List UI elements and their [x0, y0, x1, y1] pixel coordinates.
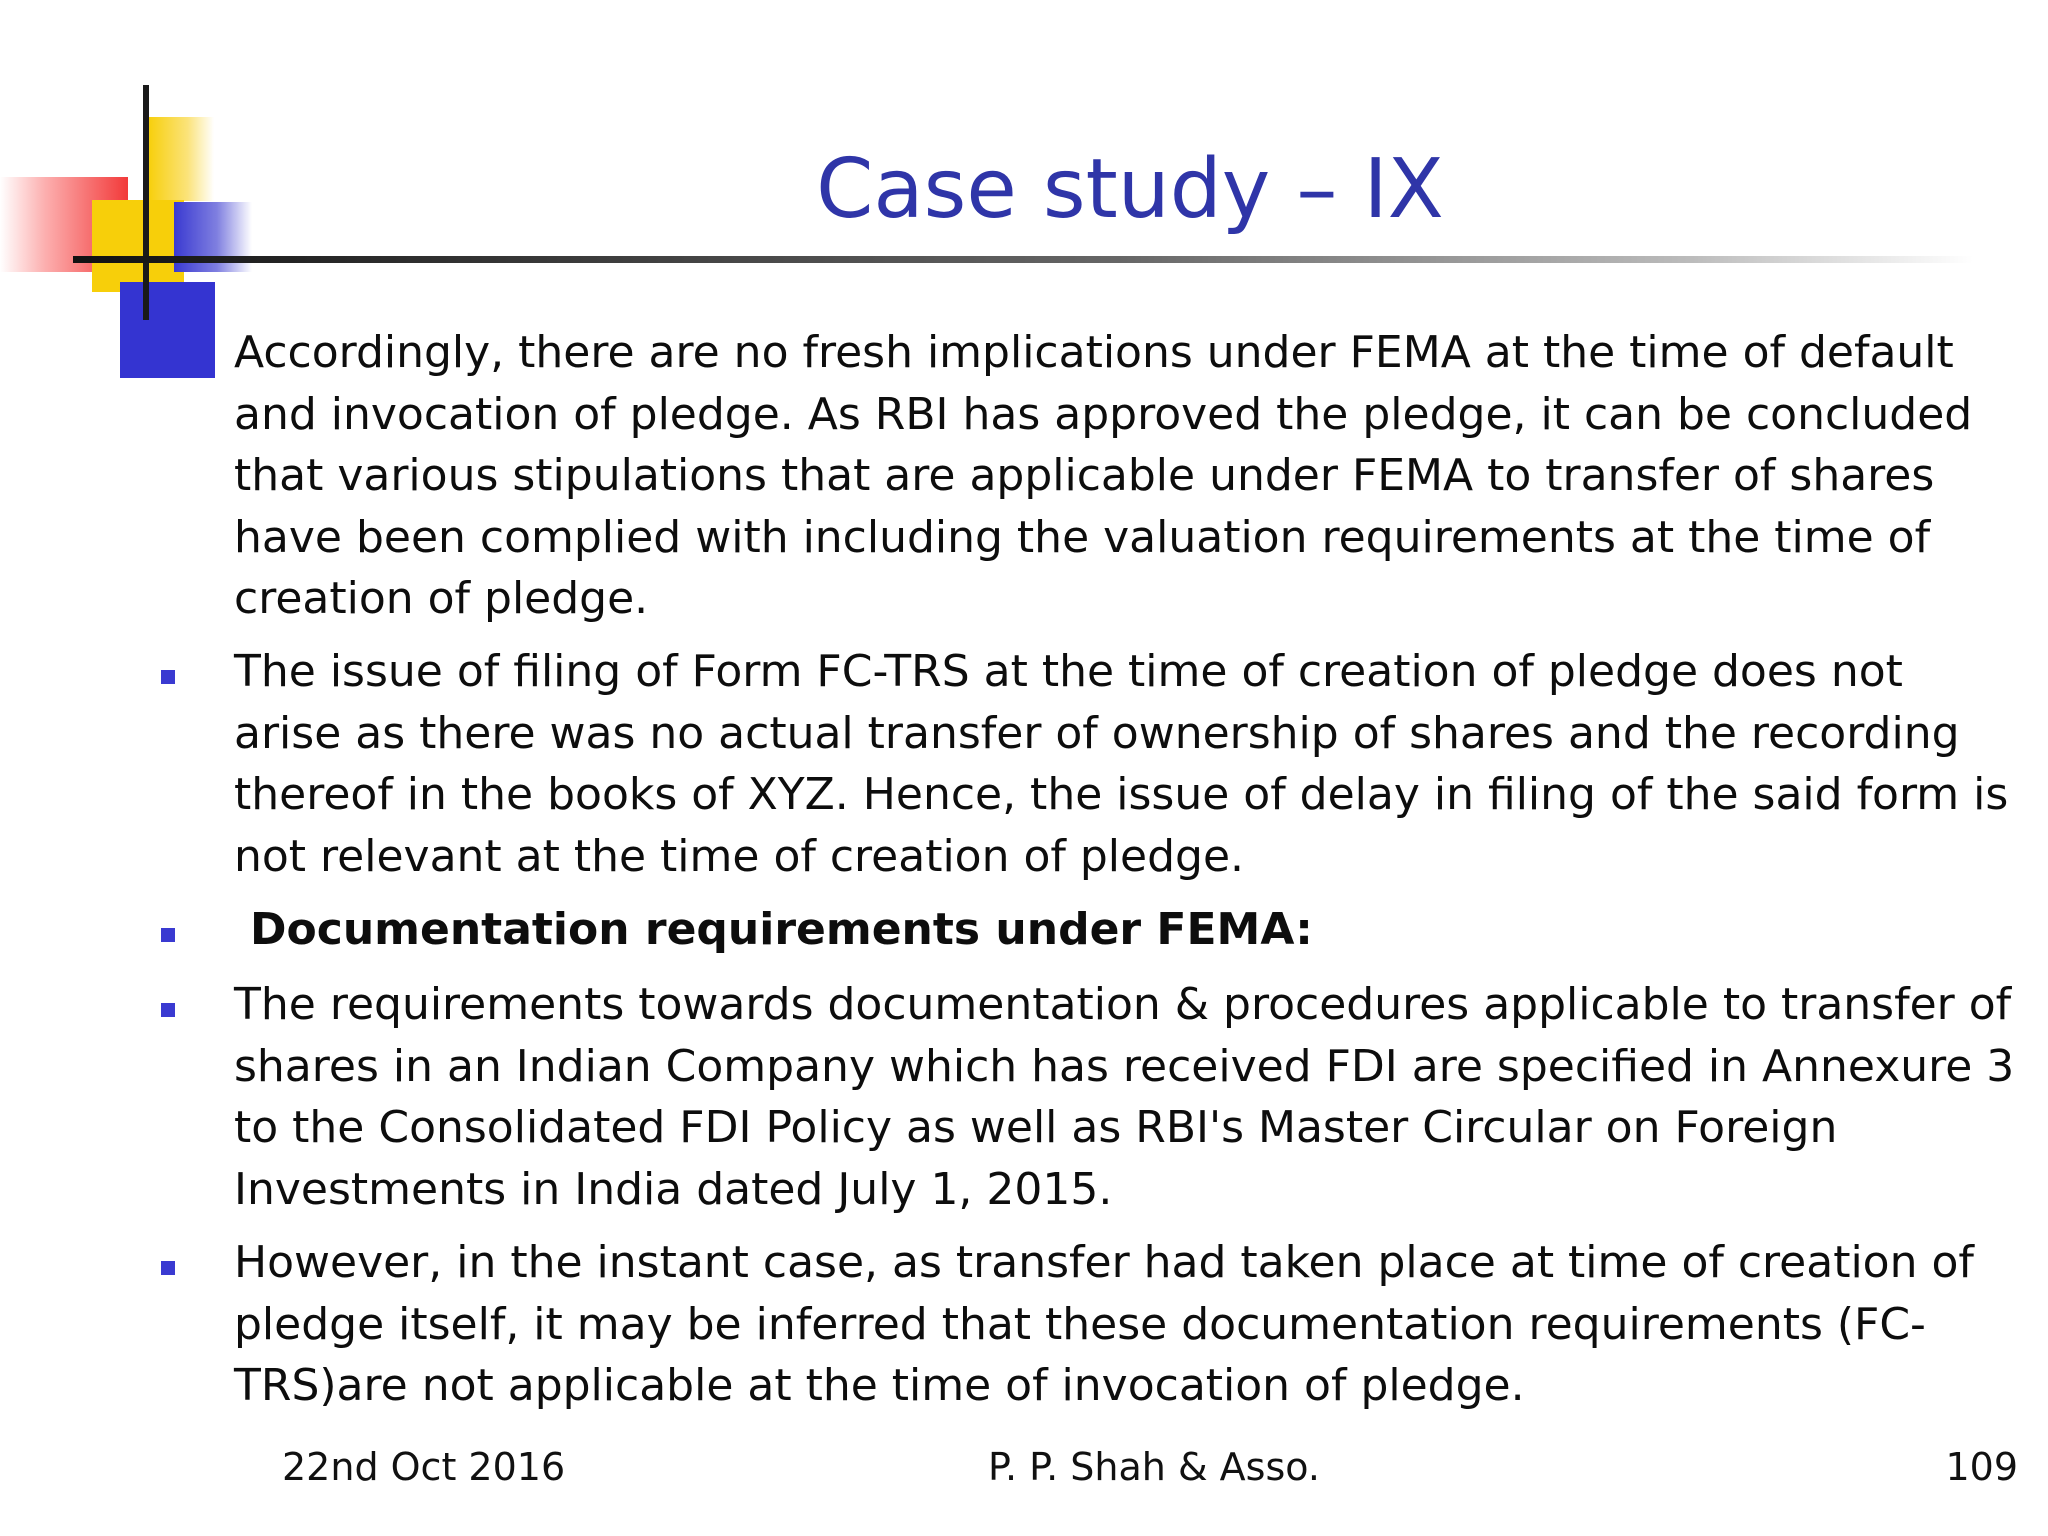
footer-date: 22nd Oct 2016: [282, 1445, 566, 1489]
slide-title: Case study – IX: [816, 142, 1444, 237]
bullet-marker-icon: [161, 1003, 175, 1017]
decor-yellow-square: [92, 200, 184, 292]
footer-author: P. P. Shah & Asso.: [988, 1445, 1320, 1489]
bullet-marker-icon: [161, 670, 175, 684]
title-underline: [73, 256, 1973, 263]
bullet-text: The issue of filing of Form FC-TRS at the time of creation of pledge does not arise as there was no actual transfer of ownership of shares and the recording thereof in the books of XYZ. Hence, the issue of delay in filing of the said form is not relevant at the time of creation of pledge.: [234, 646, 2009, 882]
decor-yellow-square-top: [148, 117, 214, 201]
page-number: 109: [1945, 1445, 2018, 1489]
bullet-marker-icon: [161, 928, 175, 942]
decor-vertical-line: [143, 85, 149, 320]
bullet-text: The requirements towards documentation & procedures applicable to transfer of shares in an Indian Company which has received FDI are specified in Annexure 3 to the Consolidated FDI Policy as well as RBI's Master Circular on Foreign Investments in India dated July 1, 2015.: [234, 979, 2015, 1215]
bullet-text: Accordingly, there are no fresh implications under FEMA at the time of default and invocation of pledge. As RBI has approved the pledge, it can be concluded that various stipulations that are applicable under FEMA to transfer of shares have been complied with including the valuation requirements at the time of creation of pledge.: [234, 327, 1973, 624]
decor-blue-square: [120, 282, 215, 378]
bullet-text: However, in the instant case, as transfer had taken place at time of creation of pledge itself, it may be inferred that these documentation requirements (FC-TRS)are not applicable at the time of invocation of pledge.: [234, 1237, 1974, 1411]
bullet-heading: Documentation requirements under FEMA:: [250, 904, 1313, 955]
bullet-marker-icon: [161, 1261, 175, 1275]
